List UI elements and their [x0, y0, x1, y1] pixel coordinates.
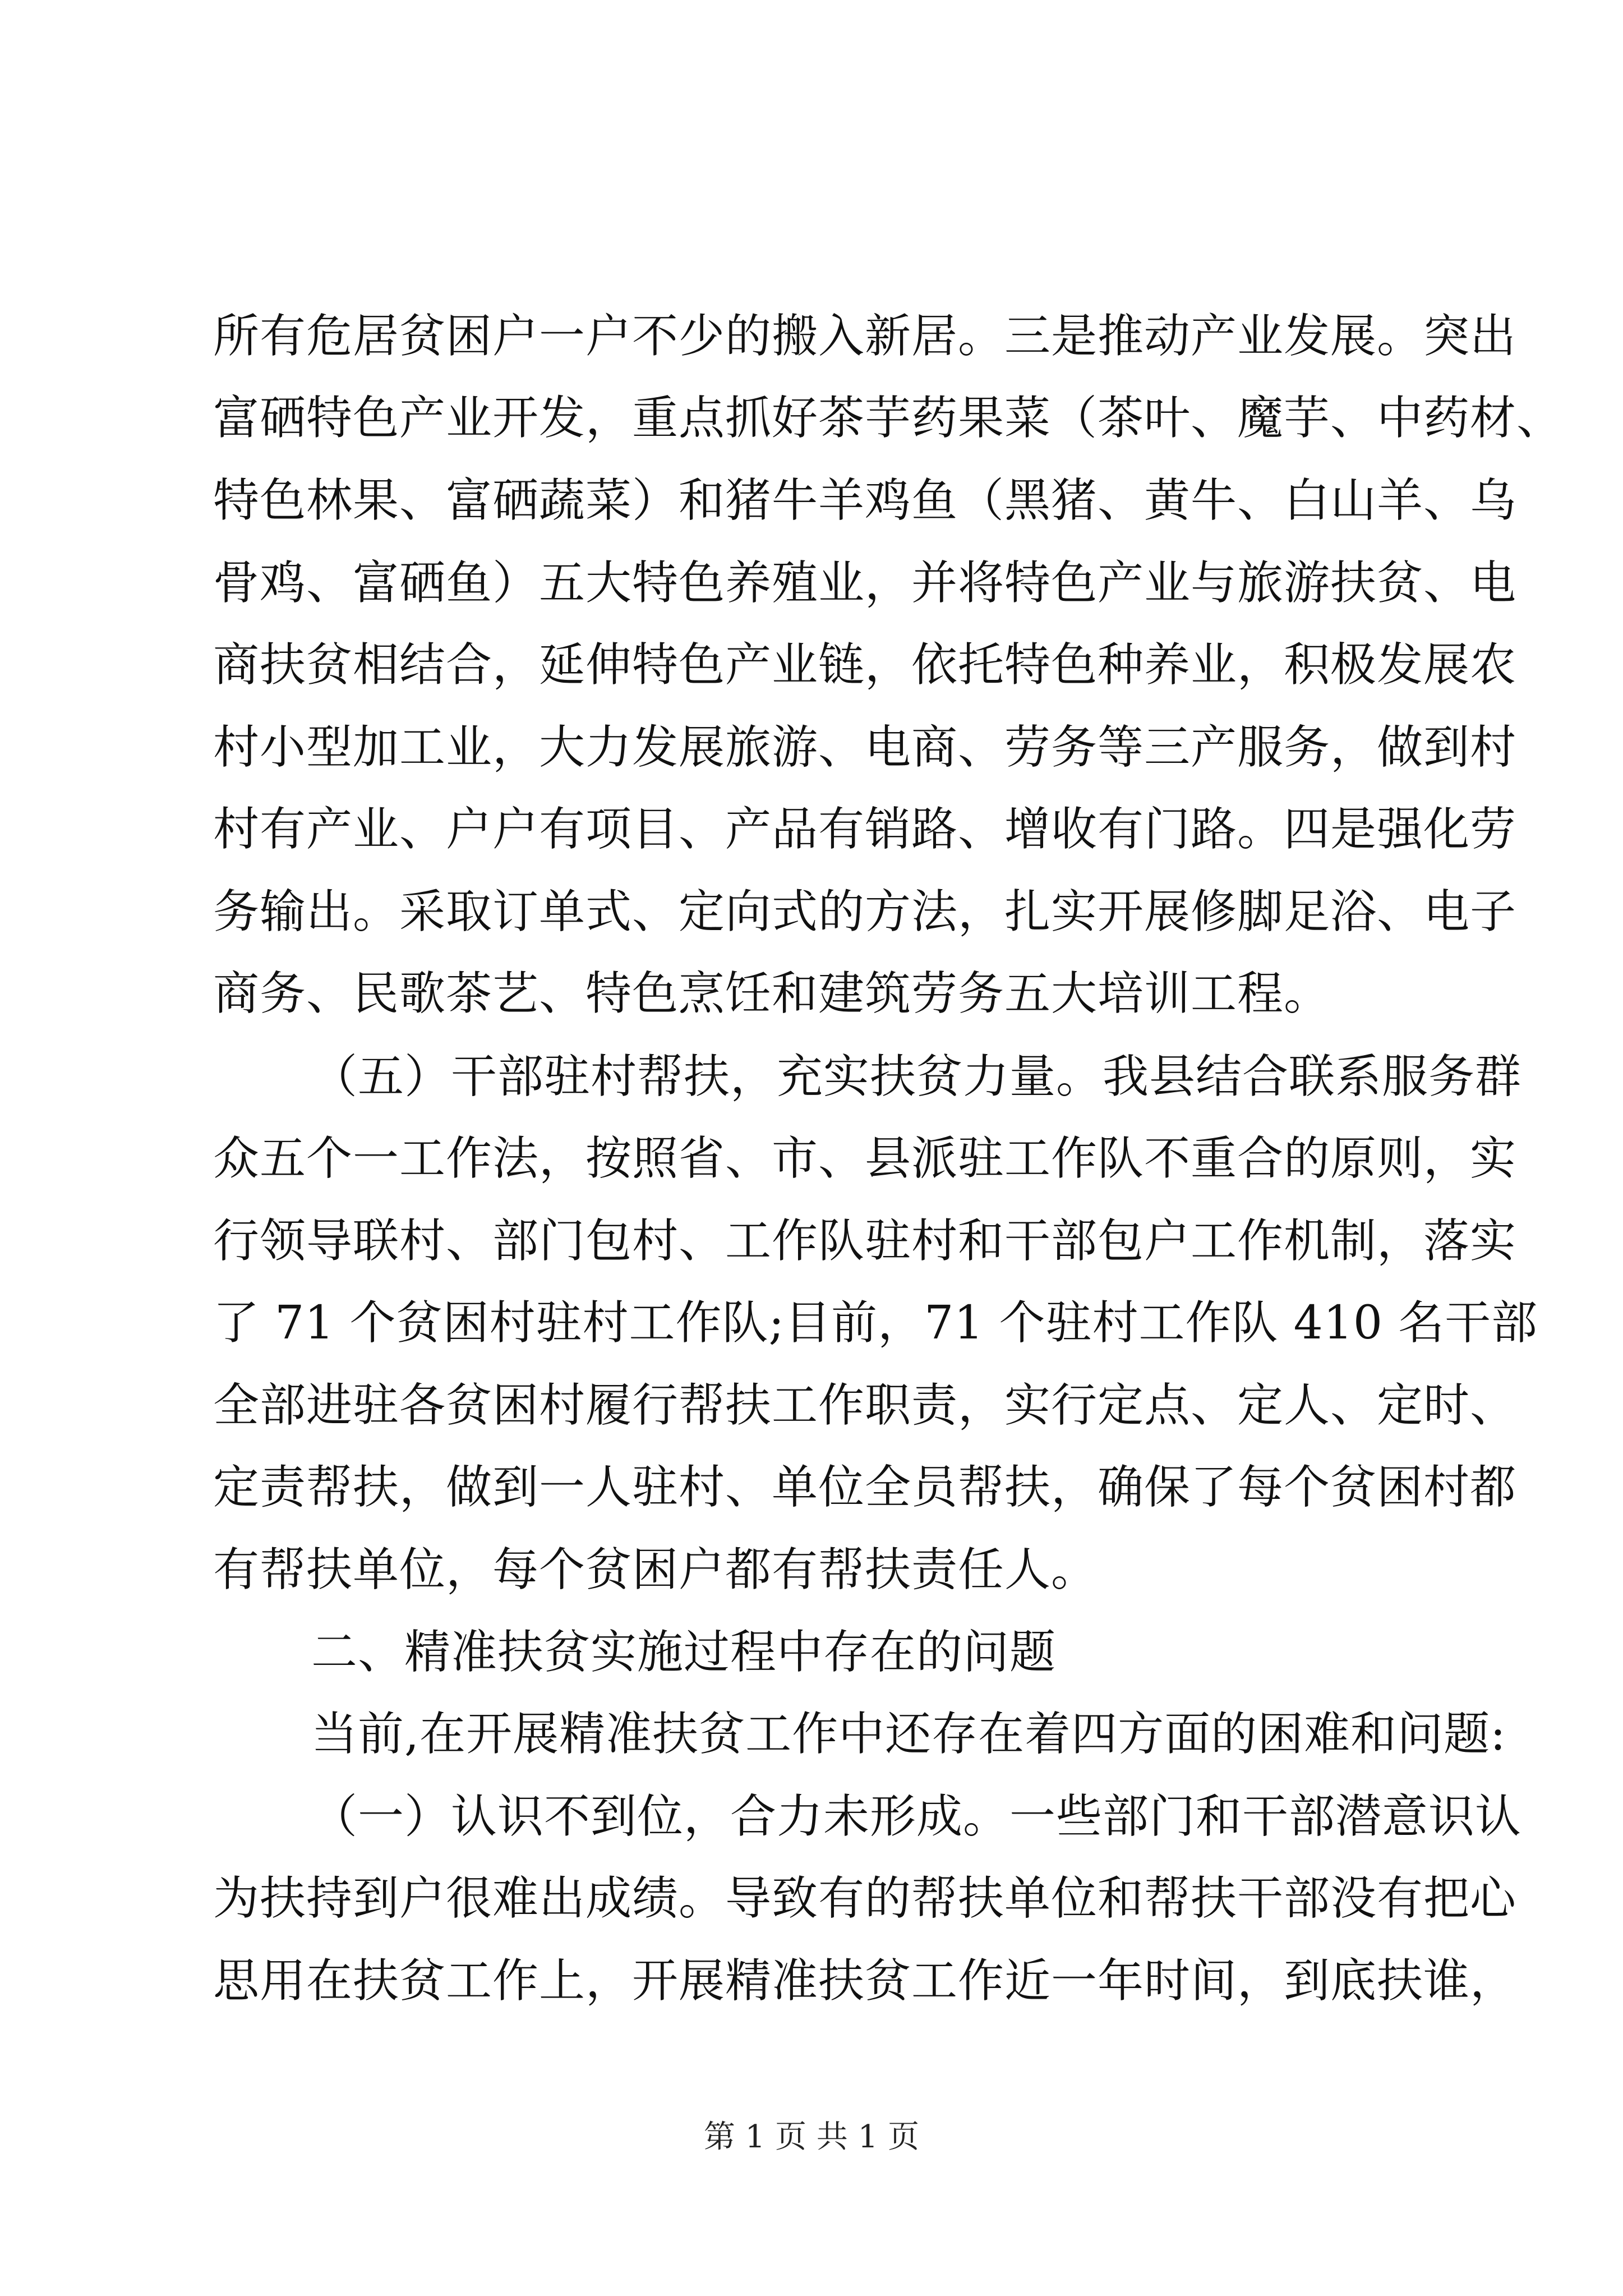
text-line: 富硒特色产业开发，重点抓好茶芋药果菜（茶叶、魔芋、中药材、: [213, 392, 1564, 445]
text-line: 务输出。采取订单式、定向式的方法，扎实开展修脚足浴、电子: [213, 885, 1517, 938]
text-line: 了 71 个贫困村驻村工作队;目前，71 个驻村工作队 410 名干部: [213, 1296, 1538, 1350]
text-line: 商扶贫相结合，延伸特色产业链，依托特色种养业，积极发展农: [213, 638, 1517, 692]
text-line: 众五个一工作法，按照省、市、县派驻工作队不重合的原则，实: [213, 1132, 1517, 1185]
paragraph-start-line: （五）干部驻村帮扶，充实扶贫力量。我县结合联系服务群: [311, 1050, 1522, 1103]
paragraph-start-line: （一）认识不到位，合力未形成。一些部门和干部潜意识认: [311, 1790, 1522, 1843]
text-line: 村小型加工业，大力发展旅游、电商、劳务等三产服务，做到村: [213, 721, 1517, 774]
page-footer: 第 1 页 共 1 页: [703, 2119, 920, 2155]
text-line: 特色林果、富硒蔬菜）和猪牛羊鸡鱼（黑猪、黄牛、白山羊、乌: [213, 474, 1517, 527]
text-line: 行领导联村、部门包村、工作队驻村和干部包户工作机制，落实: [213, 1214, 1517, 1268]
paragraph-start-line: 当前,在开展精准扶贫工作中还存在着四方面的困难和问题:: [311, 1708, 1506, 1761]
text-line: 所有危居贫困户一户不少的搬入新居。三是推动产业发展。突出: [213, 310, 1517, 363]
text-line: 商务、民歌茶艺、特色烹饪和建筑劳务五大培训工程。: [213, 967, 1331, 1020]
text-line: 思用在扶贫工作上，开展精准扶贫工作近一年时间，到底扶谁，: [213, 1954, 1517, 2008]
text-line: 全部进驻各贫困村履行帮扶工作职责，实行定点、定人、定时、: [213, 1379, 1517, 1432]
text-line: 村有产业、户户有项目、产品有销路、增收有门路。四是强化劳: [213, 803, 1517, 856]
text-line: 有帮扶单位，每个贫困户都有帮扶责任人。: [213, 1543, 1098, 1596]
text-line: 骨鸡、富硒鱼）五大特色养殖业，并将特色产业与旅游扶贫、电: [213, 556, 1517, 610]
text-line: 定责帮扶，做到一人驻村、单位全员帮扶，确保了每个贫困村都: [213, 1461, 1517, 1514]
section-heading: 二、精准扶贫实施过程中存在的问题: [311, 1626, 1057, 1679]
text-line: 为扶持到户很难出成绩。导致有的帮扶单位和帮扶干部没有把心: [213, 1872, 1517, 1925]
